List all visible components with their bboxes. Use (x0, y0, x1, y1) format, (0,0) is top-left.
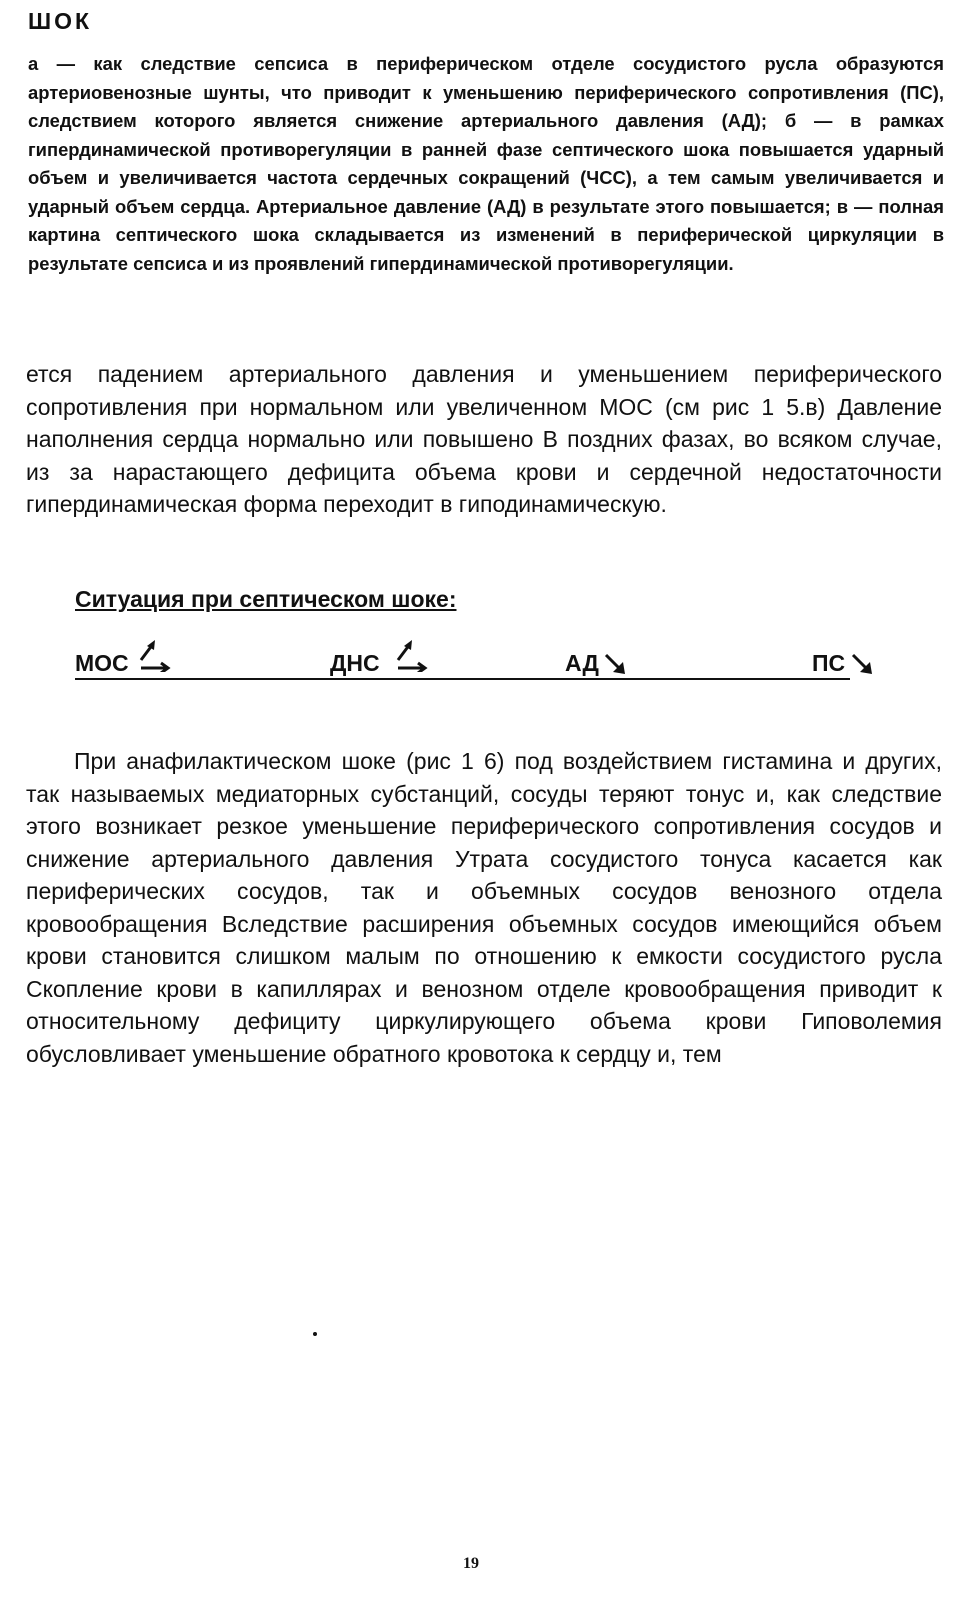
page-number: 19 (463, 1555, 479, 1572)
paragraph-1: ется падением артериального давления и уменьшением периферического сопротивления при нормальном или увеличенном МОС (см рис 1 5.в) Давление наполнения сердца нормально или повышено В поздних фазах, во всяком случае, из за нарастающего дефицита объема крови и сердечной недостаточности гипердинамическая форма переходит в гиподинамическую. (26, 361, 942, 517)
figure-caption: а — как следствие сепсиса в периферическом отделе сосудистого русла образуются артериовенозные шунты, что приводит к уменьшению периферического сопротивления (ПС), следствием которого является снижение артериального давления (АД); б — в рамках гипердинамической противорегуляции в ранней фазе септического шока повышается ударный объем и увеличивается частота сердечных сокращений (ЧСС), а тем самым увеличивается и ударный объем сердца. Артериальное давление (АД) в результате этого повышается; в — полная картина септического шока складывается из изменений в периферической циркуляции в результате сепсиса и из проявлений гипердинамической противорегуляции. (28, 53, 944, 274)
situation-item-ps (812, 650, 845, 677)
paragraph-2: При анафилактическом шоке (рис 1 6) под воздействием гистамина и других, так называемых медиаторных субстанций, сосуды теряют тонус и, как следствие этого возникает резкое уменьшение периферического сопротивления сосудов и снижение артериального давления Утрата сосудистого тонуса касается как периферических сосудов, так и объемных сосудов венозного отдела кровообращения Вследствие расширения объемных сосудов имеющийся объем крови становится слишком малым по отношению к емкости сосудистого русла Скопление крови в капиллярах и венозном отделе кровообращения приводит к относительному дефициту циркулирующего объема крови Гиповолемия обусловливает уменьшение обратного кровотока к сердцу и, тем (26, 748, 942, 1067)
increase-arrow-icon (135, 638, 175, 672)
page-header: ШОК (28, 8, 93, 34)
decrease-arrow-icon (850, 652, 876, 678)
situation-item-ad (565, 650, 599, 677)
situation-summary (75, 630, 875, 690)
situation-label-mos: МОС (75, 650, 129, 676)
underline-divider (75, 678, 850, 680)
situation-label-dns: ДНС (330, 650, 380, 676)
situation-item-dns (330, 650, 380, 677)
increase-arrow-icon (392, 638, 432, 672)
situation-item-mos (75, 650, 129, 677)
decrease-arrow-icon (603, 652, 629, 678)
situation-label-ps: ПС (812, 650, 846, 676)
situation-title: Ситуация при септическом шоке: (75, 586, 457, 612)
situation-label-ad: АД (565, 650, 599, 676)
scan-speck (313, 1332, 317, 1336)
